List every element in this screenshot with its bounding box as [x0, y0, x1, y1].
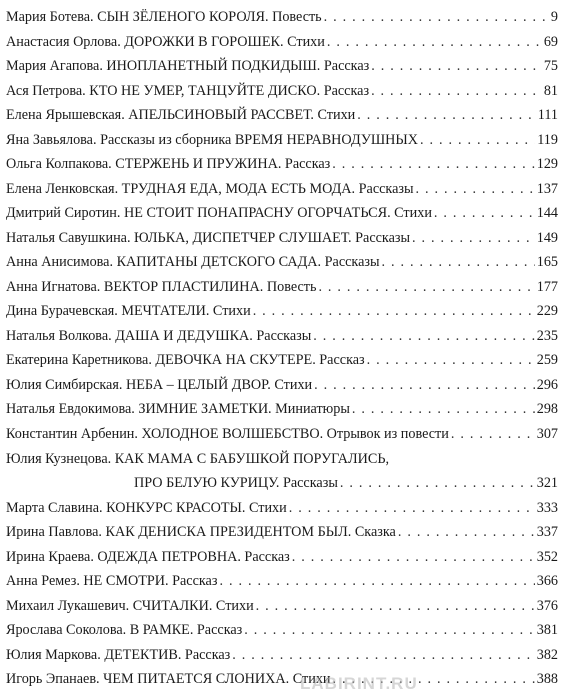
- toc-row: [6, 417, 558, 442]
- toc-row: [6, 172, 558, 197]
- toc-page-number: 298: [536, 401, 558, 417]
- toc-entry: Анастасия Орлова. ДОРОЖКИ В ГОРОШЕК. Стихи: [6, 33, 325, 49]
- dot-leader: [371, 59, 542, 73]
- toc-row: [6, 638, 558, 663]
- toc-page-number: 382: [536, 646, 558, 662]
- toc-entry: Марта Славина. КОНКУРС КРАСОТЫ. Стихи: [6, 499, 287, 515]
- dot-leader: [412, 231, 535, 245]
- dot-leader: [352, 402, 535, 416]
- toc-row: [6, 589, 558, 614]
- dot-leader: [253, 304, 535, 318]
- toc-row: [6, 540, 558, 565]
- toc-page-number: 337: [536, 524, 558, 540]
- toc-row: [6, 196, 558, 221]
- dot-leader: [256, 599, 535, 613]
- dot-leader: [382, 255, 535, 269]
- dot-leader: [357, 108, 535, 122]
- toc-page-number: 307: [536, 425, 558, 441]
- toc-page-number: 69: [543, 33, 558, 49]
- toc-entry: Елена Ленковская. ТРУДНАЯ ЕДА, МОДА ЕСТЬ МОДА. Рассказы: [6, 180, 414, 196]
- toc-entry: Анна Ремез. НЕ СМОТРИ. Рассказ: [6, 573, 218, 589]
- dot-leader: [292, 550, 535, 564]
- toc-row: [6, 221, 558, 246]
- dot-leader: [313, 329, 534, 343]
- dot-leader: [289, 501, 535, 515]
- toc-page-number: 111: [537, 107, 558, 123]
- dot-leader: [318, 280, 534, 294]
- toc-page-number: 381: [536, 622, 558, 638]
- toc-page-number: 119: [537, 131, 558, 147]
- dot-leader: [219, 574, 534, 588]
- toc-entry: Дина Бурачевская. МЕЧТАТЕЛИ. Стихи: [6, 303, 251, 319]
- toc-page-number: 9: [550, 9, 558, 25]
- toc-page-number: 129: [536, 156, 558, 172]
- toc-entry: Юлия Маркова. ДЕТЕКТИВ. Рассказ: [6, 646, 231, 662]
- toc-row: [6, 49, 558, 74]
- toc-page-number: 144: [536, 205, 558, 221]
- toc-page-number: 75: [543, 58, 558, 74]
- toc-row: [6, 147, 558, 172]
- toc-entry: Ася Петрова. КТО НЕ УМЕР, ТАНЦУЙТЕ ДИСКО. Рассказ: [6, 82, 370, 98]
- toc-page-number: 321: [536, 475, 558, 491]
- toc-entry: Мария Агапова. ИНОПЛАНЕТНЫЙ ПОДКИДЫШ. Рассказ: [6, 58, 370, 74]
- toc-row: [6, 98, 558, 123]
- toc-page-number: 137: [536, 180, 558, 196]
- toc-page-number: 177: [536, 278, 558, 294]
- dot-leader: [434, 206, 535, 220]
- toc-entry: Ольга Колпакова. СТЕРЖЕНЬ И ПРУЖИНА. Рассказ: [6, 156, 331, 172]
- toc-entry: Юлия Симбирская. НЕБА – ЦЕЛЫЙ ДВОР. Стихи: [6, 376, 313, 392]
- dot-leader: [324, 10, 549, 24]
- toc-entry: Игорь Эпанаев. ЧЕМ ПИТАЕТСЯ СЛОНИХА. Стихи: [6, 671, 331, 687]
- toc-entry: Анна Игнатова. ВЕКТОР ПЛАСТИЛИНА. Повесть: [6, 278, 317, 294]
- toc-page-number: 333: [536, 499, 558, 515]
- toc-page-number: 376: [536, 597, 558, 613]
- toc-entry: Ирина Краева. ОДЕЖДА ПЕТРОВНА. Рассказ: [6, 548, 290, 564]
- toc-entry: Наталья Волкова. ДАША И ДЕДУШКА. Рассказы: [6, 327, 312, 343]
- toc-page-number: 229: [536, 303, 558, 319]
- toc-row: [6, 662, 558, 687]
- dot-leader: [416, 182, 535, 196]
- toc-row: [6, 515, 558, 540]
- toc-row: [6, 392, 558, 417]
- toc-entry: Анна Анисимова. КАПИТАНЫ ДЕТСКОГО САДА. Рассказы: [6, 254, 380, 270]
- toc-entry: Ирина Павлова. КАК ДЕНИСКА ПРЕЗИДЕНТОМ БЫЛ. Сказка: [6, 524, 396, 540]
- dot-leader: [367, 353, 535, 367]
- toc-entry: Наталья Савушкина. ЮЛЬКА, ДИСПЕТЧЕР СЛУШАЕТ. Рассказы: [6, 229, 411, 245]
- toc-entry: Мария Ботева. СЫН ЗЁЛЕНОГО КОРОЛЯ. Повесть: [6, 9, 322, 25]
- toc-entry: Дмитрий Сиротин. НЕ СТОИТ ПОНАПРАСНУ ОГОРЧАТЬСЯ. Стихи: [6, 205, 432, 221]
- toc-row: [6, 74, 558, 99]
- toc-entry: Ярослава Соколова. В РАМКЕ. Рассказ: [6, 622, 243, 638]
- toc-page-number: 149: [536, 229, 558, 245]
- toc-row: [6, 368, 558, 393]
- toc-page-number: 296: [536, 376, 558, 392]
- toc-page-number: 388: [536, 671, 558, 687]
- dot-leader: [327, 35, 542, 49]
- toc-entry: Екатерина Каретникова. ДЕВОЧКА НА СКУТЕРЕ. Рассказ: [6, 352, 365, 368]
- toc-row: [6, 0, 558, 25]
- toc-row: [6, 245, 558, 270]
- toc-page-number: 81: [543, 82, 558, 98]
- toc-row: [6, 25, 558, 50]
- toc-row: [6, 441, 558, 466]
- toc-page-number: 165: [536, 254, 558, 270]
- dot-leader: [451, 427, 535, 441]
- dot-leader: [371, 84, 542, 98]
- dot-leader: [398, 525, 535, 539]
- dot-leader: [314, 378, 535, 392]
- toc-entry: Наталья Евдокимова. ЗИМНИЕ ЗАМЕТКИ. Миниатюры: [6, 401, 350, 417]
- toc-entry: Михаил Лукашевич. СЧИТАЛКИ. Стихи: [6, 597, 254, 613]
- toc-entry: Юлия Кузнецова. КАК МАМА С БАБУШКОЙ ПОРУГАЛИСЬ,: [6, 450, 390, 466]
- dot-leader: [340, 476, 535, 490]
- toc-row-continuation: [6, 466, 558, 491]
- toc-page-number: 366: [536, 573, 558, 589]
- toc-row: [6, 613, 558, 638]
- toc-row: [6, 564, 558, 589]
- dot-leader: [332, 157, 534, 171]
- toc-row: [6, 270, 558, 295]
- toc-page-number: 235: [536, 327, 558, 343]
- toc-row: [6, 123, 558, 148]
- toc-entry: Константин Арбенин. ХОЛОДНОЕ ВОЛШЕБСТВО. Отрывок из повести: [6, 425, 449, 441]
- dot-leader: [244, 623, 534, 637]
- toc-entry-continuation: ПРО БЕЛУЮ КУРИЦУ. Рассказы: [134, 475, 338, 491]
- toc-row: [6, 319, 558, 344]
- toc-page-number: 352: [536, 548, 558, 564]
- dot-leader: [420, 133, 535, 147]
- toc-row: [6, 343, 558, 368]
- toc-row: [6, 294, 558, 319]
- toc-entry: Елена Ярышевская. АПЕЛЬСИНОВЫЙ РАССВЕТ. Стихи: [6, 107, 356, 123]
- toc-entry: Яна Завьялова. Рассказы из сборника ВРЕМЯ НЕРАВНОДУШНЫХ: [6, 131, 419, 147]
- dot-leader: [232, 648, 534, 662]
- table-of-contents: [6, 0, 558, 687]
- toc-page-number: 259: [536, 352, 558, 368]
- watermark: LABIRINT.RU: [300, 674, 418, 693]
- toc-row: [6, 491, 558, 516]
